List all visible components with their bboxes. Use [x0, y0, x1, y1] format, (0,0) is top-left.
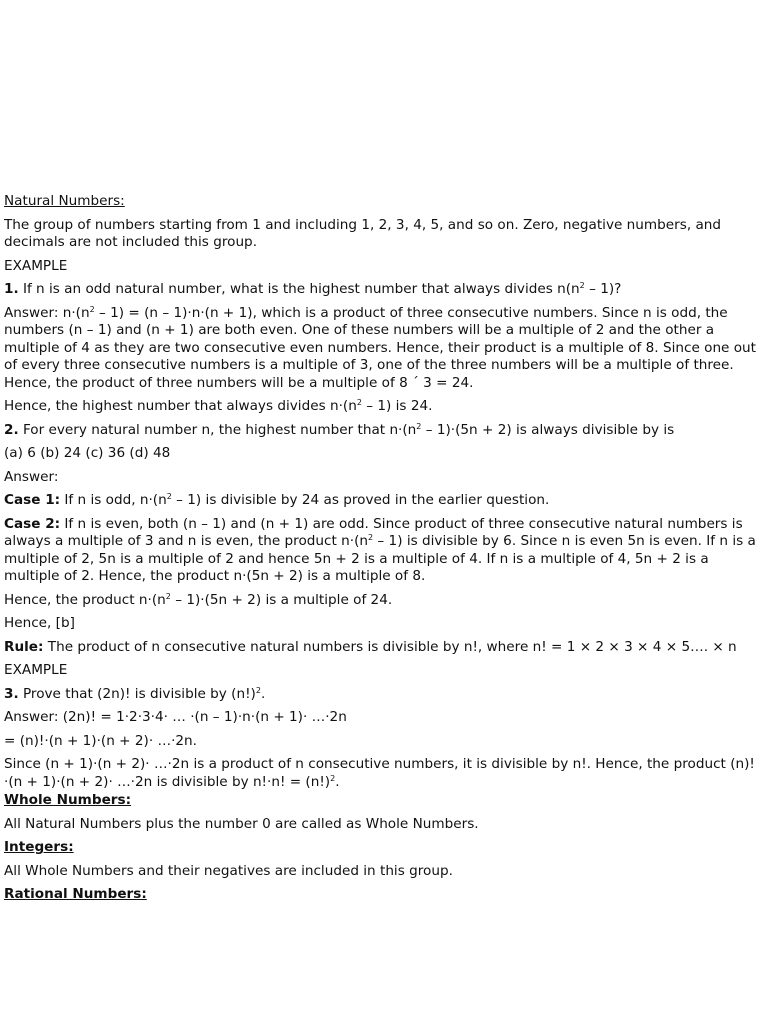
answer-2-case-2: Case 2: If n is even, both (n – 1) and (n + 1) are odd. Since product of three consecutive natural numbers is always a multiple of 3 and n is even, the product $n\cdot(n^2 - 1)$ is divisible by 6. Since n is even 5n is even. If n is a multiple of 2, 5n is a multiple of 2 and hence 5n + 2 is a multiple of 4. If n is a multiple of 4, 5n + 2 is a multiple of 2. Hence, the product n·(5n + 2) is a multiple of 8. [4, 515, 756, 584]
integers-text: All Whole Numbers and their negatives are included in this group. [4, 862, 453, 879]
question-1: 1. If n is an odd natural number, what is the highest number that always divides $n(n^2 - 1)$? [4, 281, 622, 297]
example-label-2: EXAMPLE [4, 662, 68, 678]
answer-3-line-1: Answer: (2n)! = 1·2·3·4· … ·(n – 1)·n·(n + 1)· …·2n [4, 709, 347, 725]
rule: Rule: The product of n consecutive natural numbers is divisible by n!, where n! = 1 × 2 × 3 × 4 × 5…. × n [4, 638, 737, 655]
answer-2-label: Answer: [4, 468, 59, 485]
answer-1-conclusion: Hence, the highest number that always divides $n\cdot(n^2 - 1)$ is 24. [4, 398, 433, 414]
integers-heading: Integers: [4, 839, 74, 855]
question-2-number: 2. [4, 421, 19, 438]
answer-2-conclusion: Hence, the product $n\cdot(n^2 - 1)\cdot(5n + 2)$ is a multiple of 24. [4, 591, 393, 608]
question-2: 2. For every natural number n, the highest number that $n\cdot(n^2 - 1)\cdot(5n + 2)$ is always divisible by is [4, 421, 675, 438]
whole-numbers-text: All Natural Numbers plus the number 0 are called as Whole Numbers. [4, 815, 479, 832]
answer-1: Answer: $n\cdot(n^2 - 1) = (n - 1)\cdot n\cdot(n + 1)$, which is a product of three consecutive numbers. Since n is odd, the numbers (n – 1) and (n + 1) are both even. One of these numbers will be a multiple of 2 and the other a multiple of 4 as they are two consecutive even numbers. Hence, their product is a multiple of 8. Since one out of every three consecutive numbers is a multiple of 3, one of the three numbers will be a multiple of three. Hence, the product of three numbers will be a multiple of 8 ´ 3 = 24. [4, 304, 757, 391]
question-1-number: 1. [4, 281, 19, 297]
natural-numbers-intro: The group of numbers starting from 1 and including 1, 2, 3, 4, 5, and so on. Zero, negative numbers, and decimals are not included this group. [4, 216, 722, 250]
rational-numbers-heading: Rational Numbers: [4, 886, 147, 902]
example-label: EXAMPLE [4, 257, 68, 274]
answer-3-line-3: Since (n + 1)·(n + 2)· …·2n is a product of n consecutive numbers, it is divisible by n!. Hence, the product (n)!·(n + 1)·(n + 2)· …·2n is divisible by n!·n! = $(n!)^2$. [4, 756, 755, 790]
question-3: 3. Prove that (2n)! is divisible by $(n!)^2$. [4, 685, 266, 702]
natural-numbers-heading: Natural Numbers: [4, 193, 125, 209]
answer-2-final: Hence, [b] [4, 615, 75, 631]
whole-numbers-heading: Whole Numbers: [4, 792, 132, 808]
answer-2-case-1: Case 1: If n is odd, $n\cdot(n^2 - 1)$ is divisible by 24 as proved in the earlier question. [4, 492, 550, 508]
answer-3-line-2: = (n)!·(n + 1)·(n + 2)· …·2n. [4, 732, 197, 749]
question-2-options: (a) 6 (b) 24 (c) 36 (d) 48 [4, 445, 171, 461]
rule-label: Rule: [4, 638, 44, 655]
question-3-number: 3. [4, 685, 19, 702]
